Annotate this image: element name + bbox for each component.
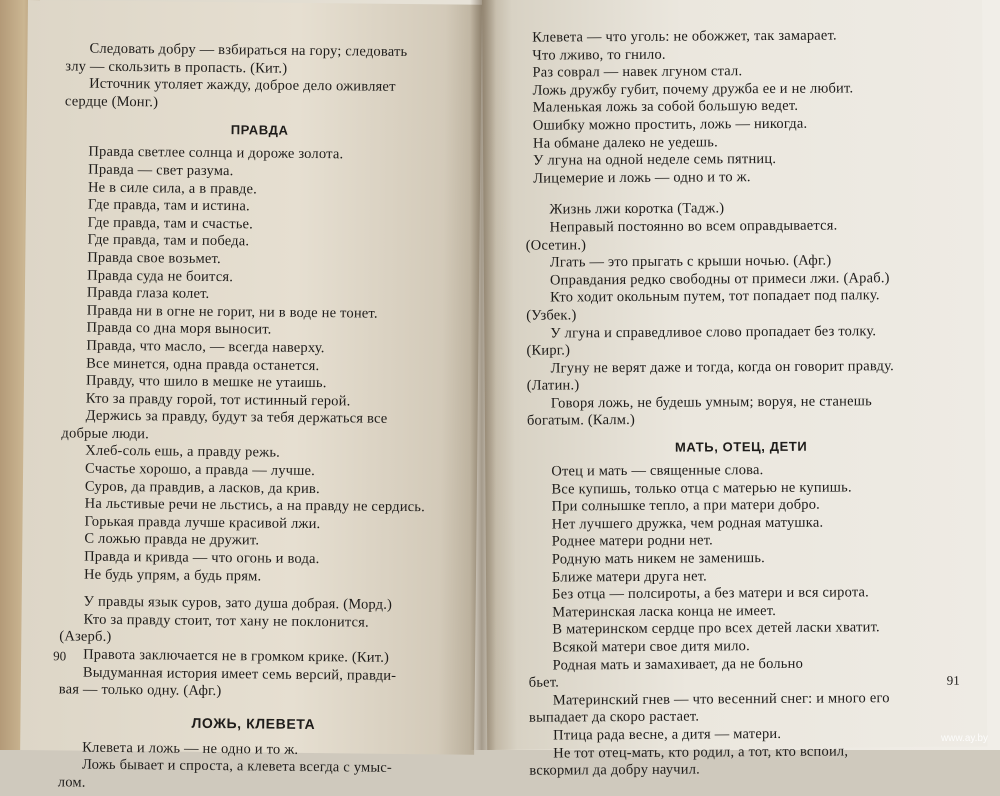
text-line: (Узбек.): [526, 307, 577, 324]
text-line: Раз соврал — навек лгуном стал.: [532, 63, 743, 81]
text-line: Не будь упрям, а будь прям.: [83, 566, 262, 585]
text-line: Родная мать и замахивает, да не больно: [552, 655, 804, 674]
text-line: вскормил да добру научил.: [529, 761, 701, 779]
book-gutter: [470, 0, 496, 750]
text-line: Без отца — полсироты, а без матери и вся сирота.: [552, 584, 870, 603]
text-line: Лгать — это прыгать с крыши ночью. (Афг.): [549, 252, 832, 271]
text-line: Правда глаза колет.: [86, 284, 210, 303]
text-line: Родную мать никем не заменишь.: [551, 550, 766, 568]
text-line: Горькая правда лучше красивой лжи.: [84, 513, 321, 532]
attributed-lozh-proverbs: [525, 199, 955, 431]
text-line: Не тот отец-мать, кто родил, а тот, кто вспоил,: [553, 743, 849, 762]
text-line: У лгуна и справедливое слово пропадает без толку.: [550, 322, 877, 342]
text-line: Хлеб-соль ешь, а правду режь.: [85, 443, 281, 462]
text-line: Правда суда не боится.: [87, 267, 234, 285]
text-line: Держись за правду, будут за тебя держаться все: [85, 407, 388, 428]
page-number-right: 91: [946, 672, 960, 688]
text-line: Неправый постоянно во всем оправдывается.: [549, 217, 838, 236]
text-line: Ложь бывает и спроста, а клевета всегда с умыс-: [81, 756, 393, 777]
watermark: www.ay.by: [940, 733, 988, 744]
text-line: Источник утоляет жажду, доброе дело оживляет: [89, 75, 396, 96]
lozh-continued-proverbs: [524, 27, 953, 188]
text-line: (Латин.): [526, 377, 580, 394]
text-line: На обмане далеко не уедешь.: [532, 133, 718, 152]
text-line: (Кирг.): [526, 342, 571, 359]
text-line: Правда со дна моря выносит.: [86, 319, 272, 338]
text-line: Кто за правду горой, тот истинный герой.: [85, 390, 351, 410]
left-page: [20, 0, 482, 791]
mat-proverbs: [527, 461, 957, 781]
text-line: Материнский гнев — что весенний снег: и много его: [552, 689, 890, 709]
text-line: Ближе матери друга нет.: [551, 568, 708, 586]
text-line: Правда — свет разума.: [88, 161, 234, 180]
text-line: сердце (Монг.): [64, 93, 159, 111]
text-line: При солнышке тепло, а при матери добро.: [551, 496, 821, 515]
text-line: Следовать добру — взбираться на гору; следовать: [89, 40, 408, 60]
text-line: злу — скользить в пропасть. (Кит.): [65, 57, 288, 77]
section-heading-mat: МАТЬ, ОТЕЦ, ДЕТИ: [674, 438, 808, 455]
text-line: Нет лучшего дружка, чем родная матушка.: [551, 514, 824, 533]
text-line: Правда светлее солнца и дороже золота.: [88, 144, 344, 163]
text-line: Все минется, одна правда останется.: [86, 355, 320, 374]
text-line: Лицемерие и ложь — одно и то ж.: [533, 168, 751, 187]
text-line: Кто ходит окольным путем, тот попадает под палку.: [550, 287, 880, 306]
text-line: Счастье хорошо, а правда — лучше.: [85, 460, 316, 480]
text-line: В материнском сердце про всех детей ласки хватит.: [552, 619, 880, 638]
text-line: Где правда, там и победа.: [87, 231, 250, 250]
text-line: На льстивые речи не льстись, а на правду не сердись.: [84, 495, 426, 516]
text-line: Клевета и ложь — не одно и то ж.: [82, 739, 299, 758]
text-line: Выдуманная история имеет семь версий, правди-: [82, 664, 397, 684]
text-line: С ложью правда не дружит.: [84, 531, 260, 549]
text-line: Правда свое возьмет.: [87, 249, 221, 267]
text-line: Оправдания редко свободны от примеси лжи. (Араб.): [549, 269, 890, 289]
text-line: Роднее матери родни нет.: [551, 532, 714, 550]
text-line: Суров, да правдив, а ласков, да крив.: [84, 478, 320, 497]
text-line: вая — только одну. (Афг.): [58, 681, 222, 700]
text-line: Маленькая ложь за собой большую ведет.: [532, 98, 799, 117]
right-page: [482, 0, 987, 779]
text-line: Ошибку можно простить, ложь — никогда.: [532, 115, 808, 134]
text-line: (Осетин.): [525, 236, 587, 254]
text-line: Ложь дружбу губит, почему дружба ее и не любит.: [532, 80, 854, 99]
text-line: Правда и кривда — что огонь и вода.: [84, 548, 320, 568]
text-line: лом.: [57, 774, 86, 791]
text-line: Все купишь, только отца с матерью не купишь.: [551, 479, 852, 498]
text-line: (Азерб.): [59, 628, 112, 646]
text-line: Жизнь лжи коротка (Тадж.): [549, 200, 725, 218]
text-line: Отец и мать — священные слова.: [551, 462, 764, 480]
text-line: Клевета — что уголь: не обожжет, так замарает.: [532, 27, 837, 46]
section-heading-lozh: ЛОЖЬ, КЛЕВЕТА: [191, 714, 316, 732]
section-heading-pravda: ПРАВДА: [230, 122, 289, 139]
text-line: У правды язык суров, зато душа добрая. (Морд.): [83, 593, 393, 614]
text-line: Где правда, там и счастье.: [87, 214, 254, 233]
text-line: Правда, что масло, — всегда наверху.: [86, 337, 325, 357]
text-line: У лгуна на одной неделе семь пятниц.: [533, 151, 777, 169]
text-line: Птица рада весне, а дитя — матери.: [553, 725, 782, 744]
text-line: Правота заключается не в громком крике. (Кит.): [83, 646, 390, 666]
text-line: Говоря ложь, не будешь умным; воруя, не станешь: [550, 393, 872, 412]
text-line: Что лживо, то гнило.: [532, 46, 666, 64]
text-line: Материнская ласка конца не имеет.: [552, 602, 777, 621]
intro-proverbs: [65, 40, 456, 114]
text-line: Правда ни в огне не горит, ни в воде не тонет.: [86, 302, 378, 322]
text-line: выпадает да скоро растает.: [528, 708, 700, 727]
pravda-proverbs: [60, 144, 455, 588]
lozh-proverbs: [58, 739, 449, 796]
text-line: Не в силе сила, а в правде.: [87, 179, 258, 197]
text-line: Правду, что шило в мешке не утаишь.: [85, 372, 327, 392]
attributed-proverbs: [59, 594, 450, 704]
text-line: добрые люди.: [61, 425, 150, 443]
text-line: Всякой матери свое дитя мило.: [552, 638, 750, 656]
text-line: Кто за правду стоит, тот хану не поклонится.: [83, 611, 370, 631]
text-line: Где правда, там и истина.: [87, 196, 250, 215]
text-line: Лгуну не верят даже и тогда, когда он говорит правду.: [550, 357, 894, 377]
text-line: бьет.: [528, 674, 560, 691]
page-number-left: 90: [53, 648, 67, 664]
text-line: богатым. (Калм.): [526, 412, 636, 430]
